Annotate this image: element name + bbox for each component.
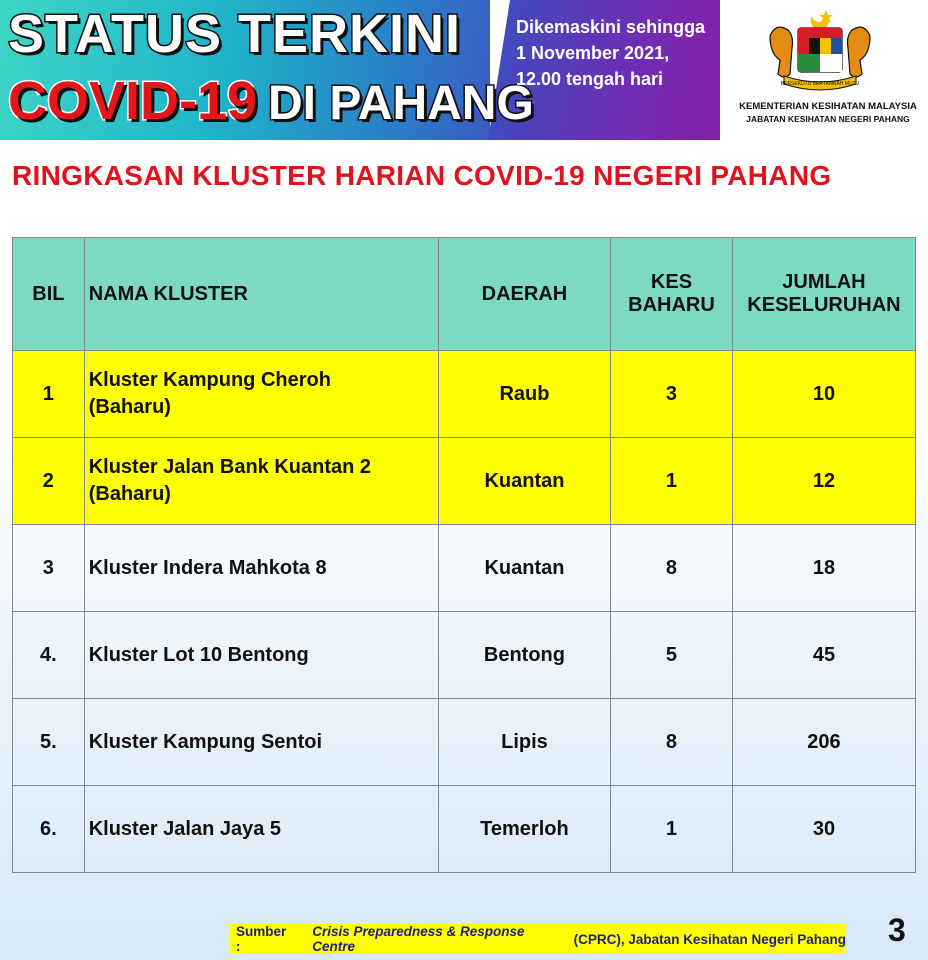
cell-jumlah: 10: [732, 351, 915, 438]
cell-daerah: Kuantan: [438, 525, 610, 612]
banner: [0, 0, 928, 140]
table-row: [13, 699, 916, 786]
ministry-line-2: JABATAN KESIHATAN NEGERI PAHANG: [746, 114, 910, 124]
cell-daerah: Temerloh: [438, 786, 610, 873]
coat-of-arms-icon: [760, 6, 880, 92]
header-kes-line2: BAHARU: [628, 294, 715, 316]
cell-bil: 2: [13, 438, 85, 525]
cell-bil: 1: [13, 351, 85, 438]
cell-daerah: Kuantan: [438, 438, 610, 525]
cell-jumlah: 45: [732, 612, 915, 699]
cell-bil: 3: [13, 525, 85, 612]
banner-title-covid: COVID-19: [8, 71, 258, 131]
cell-bil: 6.: [13, 786, 85, 873]
source-note: [230, 924, 846, 954]
svg-text:BERSEKUTU BERTAMBAH MUTU: BERSEKUTU BERTAMBAH MUTU: [780, 81, 860, 87]
cell-nama-kluster: Kluster Indera Mahkota 8: [84, 525, 438, 612]
cell-jumlah: 18: [732, 525, 915, 612]
header-jumlah-line2: KESELURUHAN: [747, 294, 901, 316]
cell-daerah: Lipis: [438, 699, 610, 786]
cell-nama-line2: (Baharu): [88, 396, 171, 418]
cell-nama-line2: (Baharu): [88, 483, 171, 505]
table-row: [13, 438, 916, 525]
cell-jumlah: 206: [732, 699, 915, 786]
table-row: [13, 786, 916, 873]
cell-nama-kluster: Kluster Lot 10 Bentong: [84, 612, 438, 699]
header-nama-kluster: NAMA KLUSTER: [84, 238, 438, 351]
cell-kes-baharu: 8: [611, 525, 733, 612]
cell-bil: 5.: [13, 699, 85, 786]
table-row: [13, 612, 916, 699]
cell-bil: 4.: [13, 612, 85, 699]
table-row: [13, 525, 916, 612]
update-line-2: 1 November 2021,: [516, 43, 670, 63]
cell-daerah: Bentong: [438, 612, 610, 699]
cell-nama-kluster: Kluster Jalan Jaya 5: [84, 786, 438, 873]
source-organisation: Crisis Preparedness & Response Centre: [312, 924, 525, 954]
header-bil: BIL: [13, 238, 85, 351]
cell-jumlah: 30: [732, 786, 915, 873]
cell-kes-baharu: 8: [611, 699, 733, 786]
header-daerah: DAERAH: [438, 238, 610, 351]
cell-kes-baharu: 1: [611, 438, 733, 525]
ministry-line-1: KEMENTERIAN KESIHATAN MALAYSIA: [739, 101, 917, 112]
cell-jumlah: 12: [732, 438, 915, 525]
source-department: (CPRC), Jabatan Kesihatan Negeri Pahang: [573, 931, 846, 947]
header-kes-line1: KES: [650, 271, 693, 293]
cluster-table: [12, 237, 916, 873]
banner-title-di-pahang: DI PAHANG: [268, 77, 534, 130]
ministry-name: [728, 100, 928, 126]
cell-nama-line1: Kluster Jalan Bank Kuantan 2: [88, 456, 372, 478]
update-timestamp: [516, 14, 716, 92]
cell-kes-baharu: 3: [611, 351, 733, 438]
table-header-row: [13, 238, 916, 351]
cell-nama-kluster: Kluster Kampung Sentoi: [84, 699, 438, 786]
cell-nama-kluster: [84, 351, 438, 438]
cell-nama-kluster: [84, 438, 438, 525]
cell-kes-baharu: 1: [611, 786, 733, 873]
cell-nama-line1: Kluster Kampung Cheroh: [88, 369, 331, 391]
cell-daerah: Raub: [438, 351, 610, 438]
table-row: [13, 351, 916, 438]
header-jumlah-line1: JUMLAH: [782, 271, 866, 293]
header-kes-baharu: [611, 238, 733, 351]
source-label: Sumber :: [236, 924, 287, 954]
cell-kes-baharu: 5: [611, 612, 733, 699]
banner-title-line1: STATUS TERKINI: [8, 4, 461, 64]
update-line-3: 12.00 tengah hari: [516, 69, 664, 89]
update-line-1: Dikemaskini sehingga: [516, 17, 706, 37]
page-title: RINGKASAN KLUSTER HARIAN COVID-19 NEGERI PAHANG: [12, 160, 832, 191]
page-number: 3: [888, 912, 906, 948]
header-jumlah-keseluruhan: [732, 238, 915, 351]
